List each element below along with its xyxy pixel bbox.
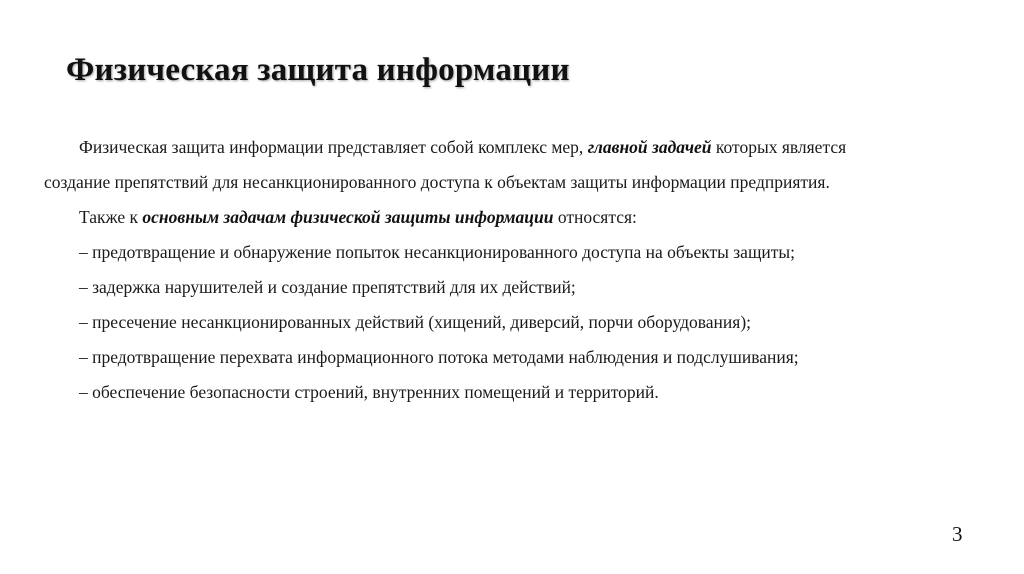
tasks-intro-emphasis: основным задачам физической защиты информации bbox=[142, 207, 554, 227]
intro-paragraph-line-2: создание препятствий для несанкционированного доступа к объектам защиты информации предприятия. bbox=[44, 172, 830, 192]
task-item: – пресечение несанкционированных действий (хищений, диверсий, порчи оборудования); bbox=[79, 312, 752, 332]
tasks-intro bbox=[44, 200, 984, 235]
intro-text-continued: которых является bbox=[711, 137, 847, 157]
task-item: – задержка нарушителей и создание препятствий для их действий; bbox=[79, 277, 576, 297]
slide-title: Физическая защита информации bbox=[66, 52, 570, 88]
task-item: – предотвращение и обнаружение попыток несанкционированного доступа на объекты защиты; bbox=[79, 242, 796, 262]
intro-text: Физическая защита информации представляет собой комплекс мер, bbox=[79, 137, 588, 157]
slide-body bbox=[44, 130, 984, 410]
task-item: – обеспечение безопасности строений, внутренних помещений и территорий. bbox=[79, 382, 659, 402]
intro-paragraph-line-1 bbox=[44, 130, 984, 165]
page-number: 3 bbox=[952, 522, 963, 546]
intro-emphasis: главной задачей bbox=[587, 137, 712, 157]
task-item: – предотвращение перехвата информационного потока методами наблюдения и подслушивания; bbox=[79, 347, 799, 367]
tasks-intro-text: Также к bbox=[79, 207, 143, 227]
tasks-intro-text-end: относятся: bbox=[553, 207, 637, 227]
